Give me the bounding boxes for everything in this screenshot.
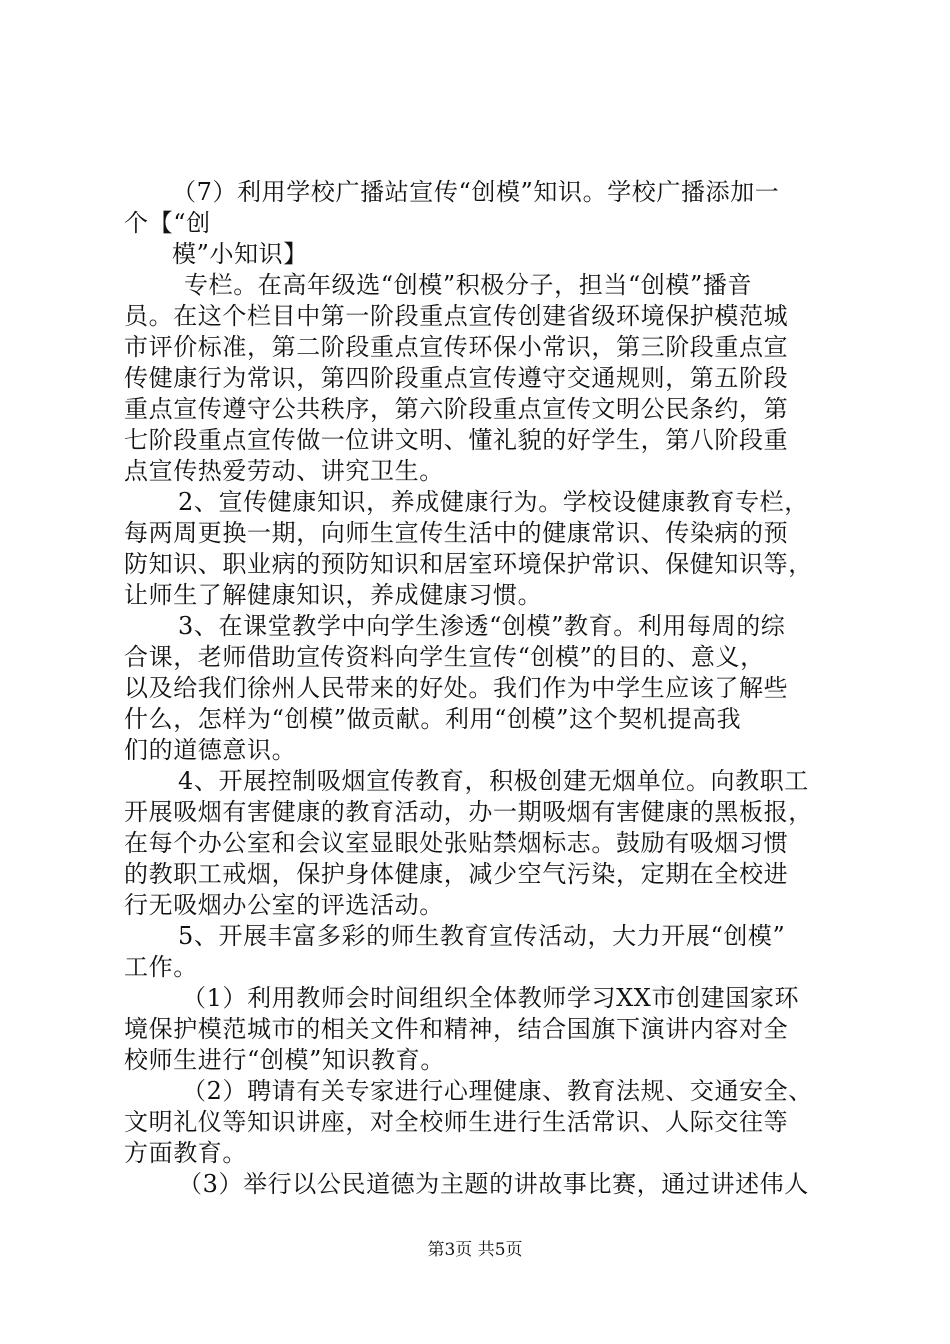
paragraph-line: 校师生进行“创模”知识教育。 (124, 1046, 445, 1074)
paragraph-line: 工作。 (124, 953, 198, 981)
paragraph-line: 2、宣传健康知识，养成健康行为。学校设健康教育专栏， (178, 488, 809, 516)
paragraph-line: 模”小知识】 (172, 240, 308, 268)
paragraph-line: 七阶段重点宣传做一位讲文明、懂礼貌的好学生，第八阶段重 (124, 426, 789, 454)
paragraph-line: 防知识、职业病的预防知识和居室环境保护常识、保健知识等， (124, 550, 813, 578)
paragraph-line: （2）聘请有关专家进行心理健康、教育法规、交通安全、 (182, 1077, 813, 1105)
paragraph-line: 重点宣传遵守公共秩序，第六阶段重点宣传文明公民条约，第 (124, 395, 789, 423)
paragraph-line: 5、开展丰富多彩的师生教育宣传活动，大力开展“创模” (178, 922, 786, 950)
paragraph-line: 们的道德意识。 (124, 736, 297, 764)
paragraph-line: 方面教育。 (124, 1139, 247, 1167)
paragraph-line: 的教职工戒烟，保护身体健康，减少空气污染，定期在全校进 (124, 860, 789, 888)
paragraph-line: 市评价标准，第二阶段重点宣传环保小常识，第三阶段重点宣 (124, 333, 789, 361)
paragraph-line: 行无吸烟办公室的评选活动。 (124, 891, 444, 919)
paragraph-line: 文明礼仪等知识讲座，对全校师生进行生活常识、人际交往等 (124, 1108, 789, 1136)
paragraph-line: 个【“创 (124, 209, 211, 237)
paragraph-line: 每两周更换一期，向师生宣传生活中的健康常识、传染病的预 (124, 519, 789, 547)
paragraph-line: 4、开展控制吸烟宣传教育，积极创建无烟单位。向教职工 (178, 767, 809, 795)
paragraph-line: （3）举行以公民道德为主题的讲故事比赛，通过讲述伟人 (178, 1170, 809, 1198)
page-number-footer: 第3页 共5页 (427, 1240, 523, 1260)
paragraph-line: 在每个办公室和会议室显眼处张贴禁烟标志。鼓励有吸烟习惯 (124, 829, 789, 857)
paragraph-line: 传健康行为常识，第四阶段重点宣传遵守交通规则，第五阶段 (124, 364, 789, 392)
paragraph-line: （1）利用教师会时间组织全体教师学习XX市创建国家环 (182, 984, 800, 1012)
paragraph-line: 境保护模范城市的相关文件和精神，结合国旗下演讲内容对全 (124, 1015, 789, 1043)
paragraph-line: 合课，老师借助宣传资料向学生宣传“创模”的目的、意义， (124, 643, 765, 671)
paragraph-line: 什么，怎样为“创模”做贡献。利用“创模”这个契机提高我 (124, 705, 742, 733)
paragraph-line: 让师生了解健康知识，养成健康习惯。 (124, 581, 543, 609)
paragraph-line: 专栏。在高年级选“创模”积极分子，担当“创模”播音 (184, 271, 753, 299)
paragraph-line: 以及给我们徐州人民带来的好处。我们作为中学生应该了解些 (124, 674, 789, 702)
paragraph-line: 3、在课堂教学中向学生渗透“创模”教育。利用每周的综 (178, 612, 786, 640)
paragraph-line: 员。在这个栏目中第一阶段重点宣传创建省级环境保护模范城 (124, 302, 789, 330)
paragraph-line: （7）利用学校广播站宣传“创模”知识。学校广播添加一 (172, 178, 780, 206)
paragraph-line: 开展吸烟有害健康的教育活动，办一期吸烟有害健康的黑板报， (124, 798, 813, 826)
paragraph-line: 点宣传热爱劳动、讲究卫生。 (124, 457, 444, 485)
